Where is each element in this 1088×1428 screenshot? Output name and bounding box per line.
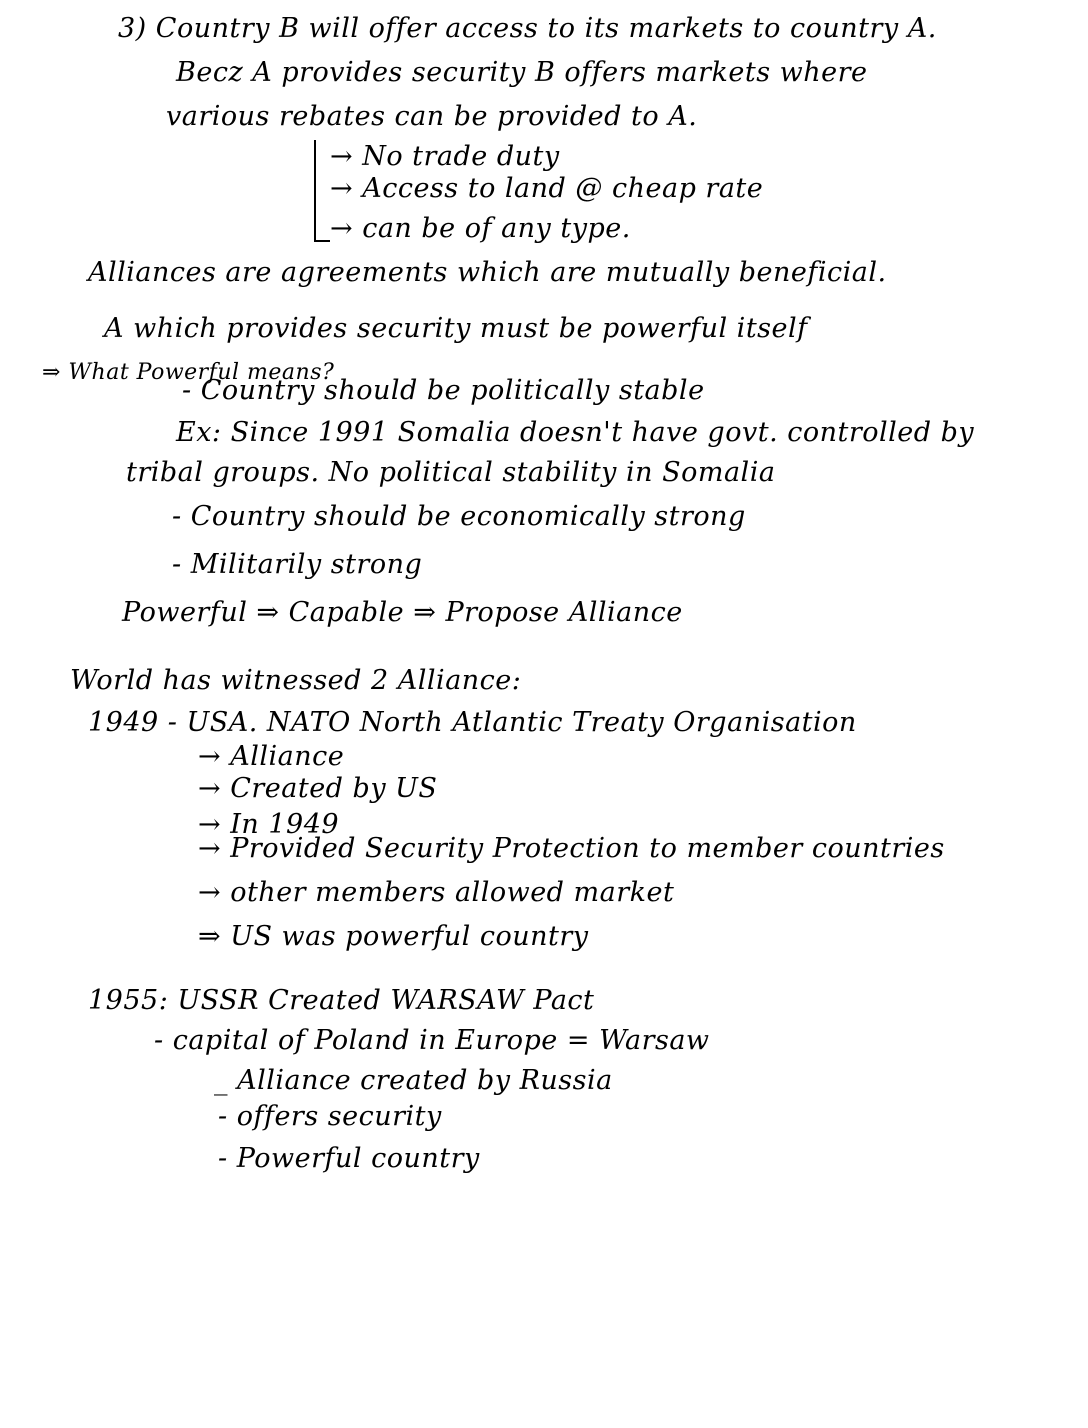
note-line: Alliances are agreements which are mutually beneficial. [88,257,887,288]
note-line: Powerful ⇒ Capable ⇒ Propose Alliance [122,597,683,628]
note-line: → other members allowed market [198,877,675,908]
note-line: → Created by US [198,773,438,804]
note-line: → Provided Security Protection to member countries [198,833,945,864]
note-line: → No trade duty [330,141,560,172]
note-line: - Militarily strong [172,549,423,580]
note-line: A which provides security must be powerful itself [104,313,808,344]
note-line: Becz A provides security B offers markets where [176,57,868,88]
note-line: Ex: Since 1991 Somalia doesn't have govt. controlled by [176,417,975,448]
note-line: 1949 - USA. NATO North Atlantic Treaty Organisation [88,707,857,738]
note-line: → Alliance [198,741,345,772]
note-line: - capital of Poland in Europe = Warsaw [154,1025,710,1056]
note-line: → In 1949 [198,809,340,840]
note-line: ⇒ What Powerful means? [42,360,335,385]
note-line: 1955: USSR Created WARSAW Pact [88,985,595,1016]
bracket-connector [314,140,330,242]
note-line: - Country should be politically stable [182,375,705,406]
note-line: - offers security [218,1101,442,1132]
note-line: World has witnessed 2 Alliance: [70,665,522,696]
note-line: _ Alliance created by Russia [214,1065,613,1096]
note-line: → Access to land @ cheap rate [330,173,764,204]
note-line: 3) Country B will offer access to its markets to country A. [118,13,937,44]
note-line: various rebates can be provided to A. [166,101,698,132]
note-line: ⇒ US was powerful country [198,921,589,952]
note-line: → can be of any type. [330,213,631,244]
note-line: tribal groups. No political stability in Somalia [126,457,776,488]
note-line: - Powerful country [218,1143,480,1174]
note-line: - Country should be economically strong [172,501,746,532]
